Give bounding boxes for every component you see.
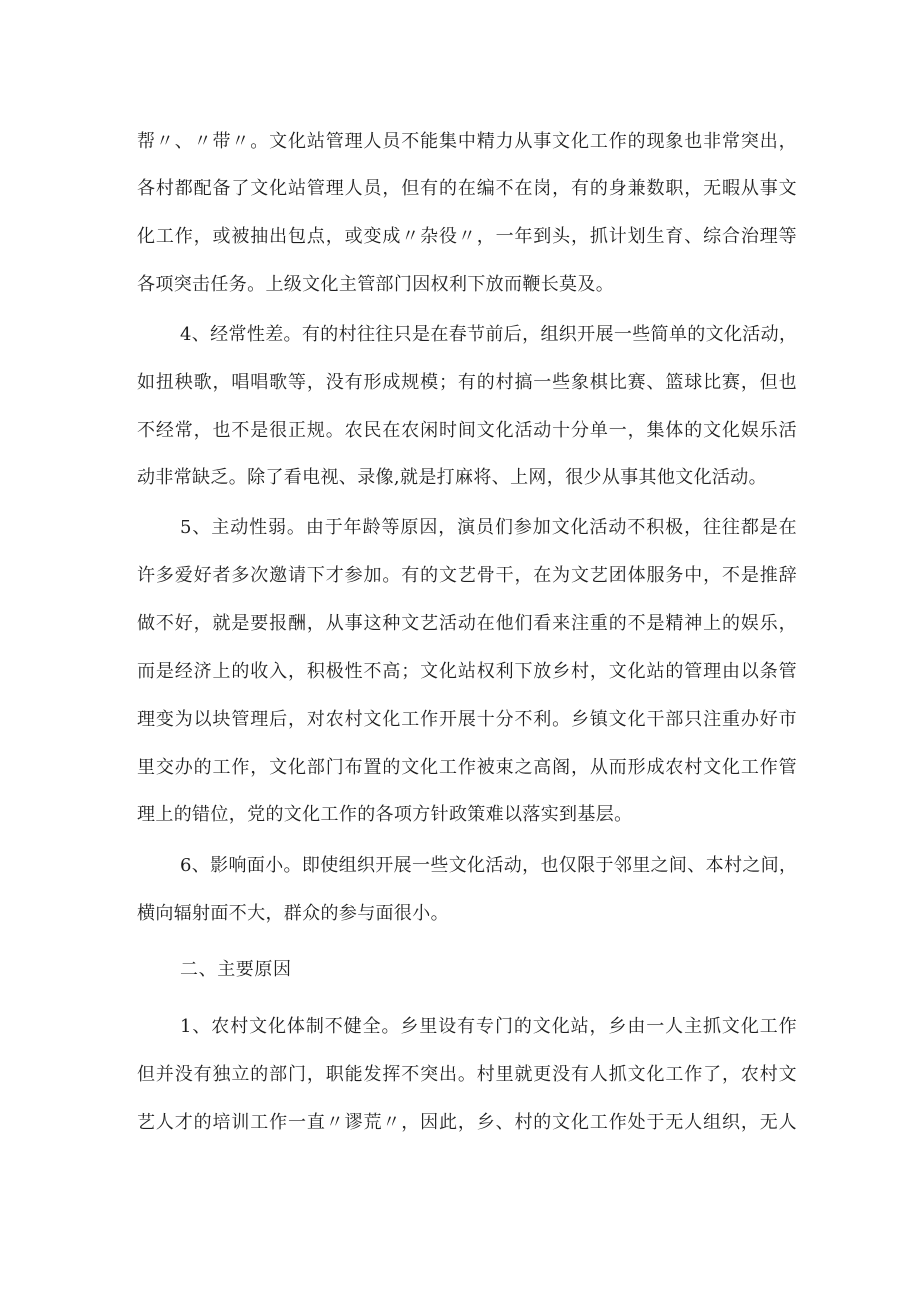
paragraph-4-line-2: 横向辐射面不大，群众的参与面很小。 [137,903,449,924]
paragraph-3-line-6: 里交办的工作，文化部门布置的文化工作被束之高阁，从而形成农村文化工作管 [137,757,797,778]
section-heading: 二、主要原因 [180,959,292,980]
paragraph-1-line-4: 各项突击任务。上级文化主管部门因权利下放而鞭长莫及。 [137,274,615,295]
paragraph-6-line-1: 1、农村文化体制不健全。乡里设有专门的文化站，乡由一人主抓文化工作 [180,1016,797,1037]
paragraph-1-line-2: 各村都配备了文化站管理人员，但有的在编不在岗，有的身兼数职，无暇从事文 [137,178,797,199]
paragraph-3-line-1: 5、主动性弱。由于年龄等原因，演员们参加文化活动不积极，往往都是在 [180,517,797,538]
paragraph-3-line-5: 理变为以块管理后，对农村文化工作开展十分不利。乡镇文化干部只注重办好市 [137,709,797,730]
paragraph-6-line-3: 艺人才的培训工作一直〃谬荒〃，因此，乡、村的文化工作处于无人组织，无人 [137,1112,797,1133]
paragraph-3-line-7: 理上的错位，党的文化工作的各项方针政策难以落实到基层。 [137,804,633,825]
paragraph-3-line-2: 许多爱好者多次邀请下才参加。有的文艺骨干，在为文艺团体服务中，不是推辞 [137,565,797,586]
paragraph-2-line-3: 不经常，也不是很正规。农民在农闲时间文化活动十分单一，集体的文化娱乐活 [137,420,797,441]
paragraph-2-line-4: 动非常缺乏。除了看电视、录像,就是打麻将、上网，很少从事其他文化活动。 [137,467,767,488]
paragraph-2-line-2: 如扭秧歌，唱唱歌等，没有形成规模；有的村搞一些象棋比赛、篮球比赛，但也 [137,372,797,393]
paragraph-2-line-1: 4、经常性差。有的村往往只是在春节前后，组织开展一些简单的文化活动， [180,324,798,345]
paragraph-1-line-3: 化工作，或被抽出包点，或变成〃杂役〃，一年到头，抓计划生育、综合治理等 [137,226,797,247]
paragraph-1-line-1: 帮〃、〃带〃。文化站管理人员不能集中精力从事文化工作的现象也非常突出， [137,131,797,152]
paragraph-4-line-1: 6、影响面小。即使组织开展一些文化活动，也仅限于邻里之间、本村之间， [180,855,798,876]
paragraph-3-line-3: 做不好，就是要报酬，从事这种文艺活动在他们看来注重的不是精神上的娱乐， [137,613,797,634]
paragraph-6-line-2: 但并没有独立的部门，职能发挥不突出。村里就更没有人抓文化工作了，农村文 [137,1064,797,1085]
paragraph-3-line-4: 而是经济上的收入，积极性不高；文化站权利下放乡村，文化站的管理由以条管 [137,661,797,682]
